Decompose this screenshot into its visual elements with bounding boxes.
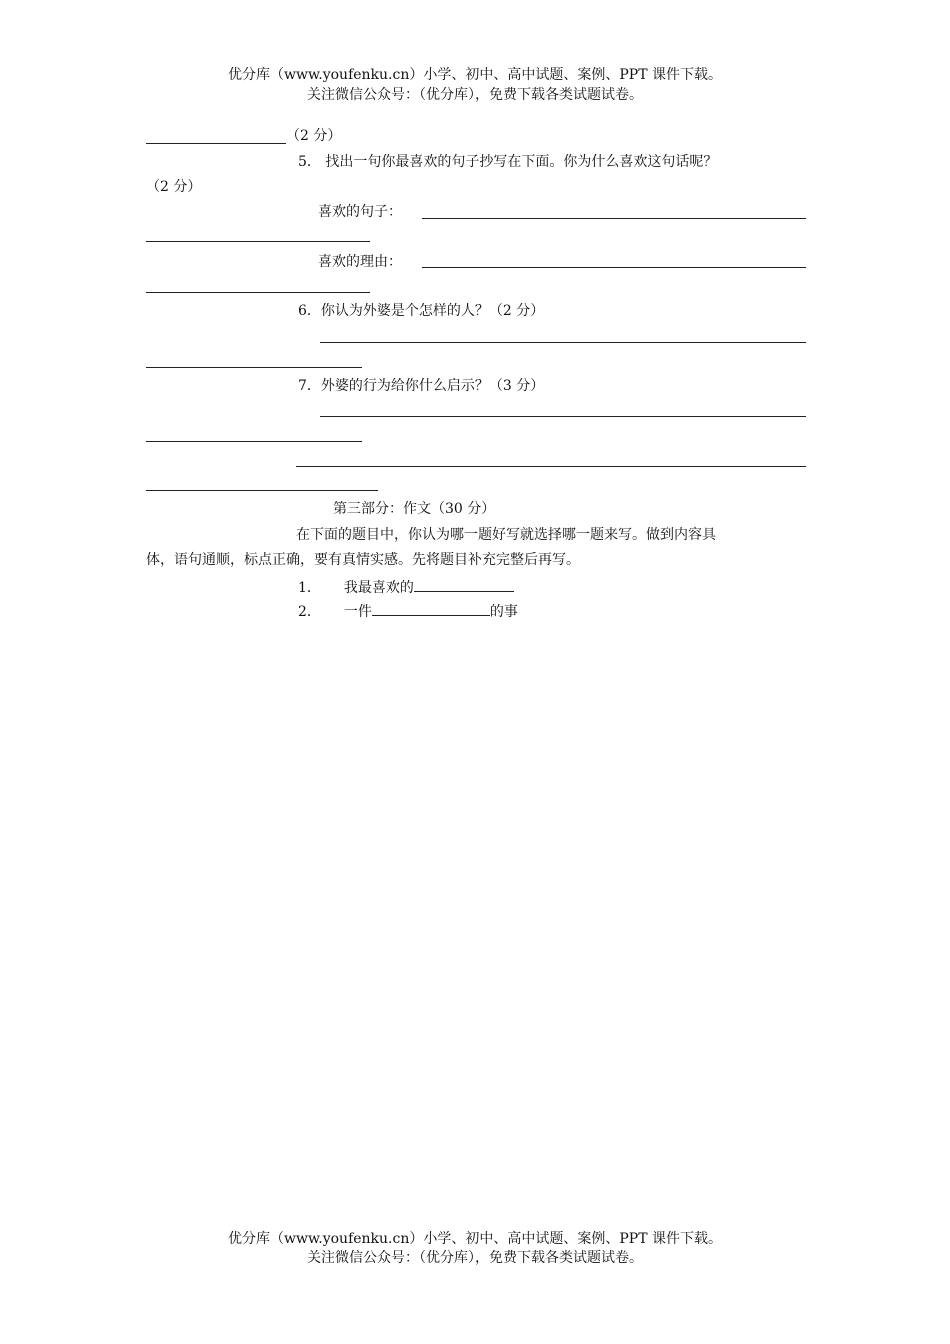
q4-score: （2 分） [286, 128, 342, 144]
topic-option-2-number: 2． [298, 604, 321, 620]
answer-line [146, 143, 286, 144]
topic-option-1-text: 我最喜欢的 [343, 580, 414, 596]
page-header-line-2: 关注微信公众号：（优分库），免费下载各类试题试卷。 [307, 87, 643, 103]
q5-sentence-label: 喜欢的句子： [318, 204, 402, 220]
section-title: 第三部分：作文（30 分） [333, 501, 496, 517]
page-header-line-1: 优分库（www.youfenku.cn）小学、初中、高中试题、案例、PPT 课件下载。 [227, 67, 722, 83]
q5-reason-answer-line [422, 267, 806, 268]
composition-instructions-1: 在下面的题目中，你认为哪一题好写就选择哪一题来写。做到内容具 [296, 527, 716, 543]
q7-text: 7．外婆的行为给你什么启示？（3 分） [298, 378, 545, 394]
topic-option-2 [298, 600, 518, 622]
page-footer-line-2: 关注微信公众号：（优分库），免费下载各类试题试卷。 [307, 1250, 643, 1266]
composition-instructions-2: 体，语句通顺，标点正确，要有真情实感。先将题目补充完整后再写。 [146, 552, 580, 568]
q7-answer-line-4 [146, 490, 378, 491]
q5-reason-answer-line-2 [146, 292, 370, 293]
topic-option-1-blank [414, 576, 514, 592]
q6-answer-line-2 [146, 367, 362, 368]
q6-text: 6．你认为外婆是个怎样的人？（2 分） [298, 303, 545, 319]
q5-text: 5． 找出一句你最喜欢的句子抄写在下面。你为什么喜欢这句话呢？ [298, 154, 718, 170]
topic-option-2-post: 的事 [489, 604, 518, 620]
topic-option-1-number: 1． [298, 580, 321, 596]
q5-reason-label: 喜欢的理由： [318, 254, 402, 270]
topic-option-2-pre: 一件 [343, 604, 372, 620]
q5-sentence-answer-line-2 [146, 241, 370, 242]
topic-option-1 [298, 576, 514, 598]
page-footer-line-1: 优分库（www.youfenku.cn）小学、初中、高中试题、案例、PPT 课件下载。 [227, 1231, 722, 1247]
q7-answer-line [320, 416, 806, 417]
topic-option-2-blank [372, 600, 490, 616]
q5-score: （2 分） [146, 179, 202, 195]
q7-answer-line-2 [146, 441, 362, 442]
q6-answer-line [320, 342, 806, 343]
q7-answer-line-3 [296, 466, 806, 467]
q5-sentence-answer-line [422, 218, 806, 219]
